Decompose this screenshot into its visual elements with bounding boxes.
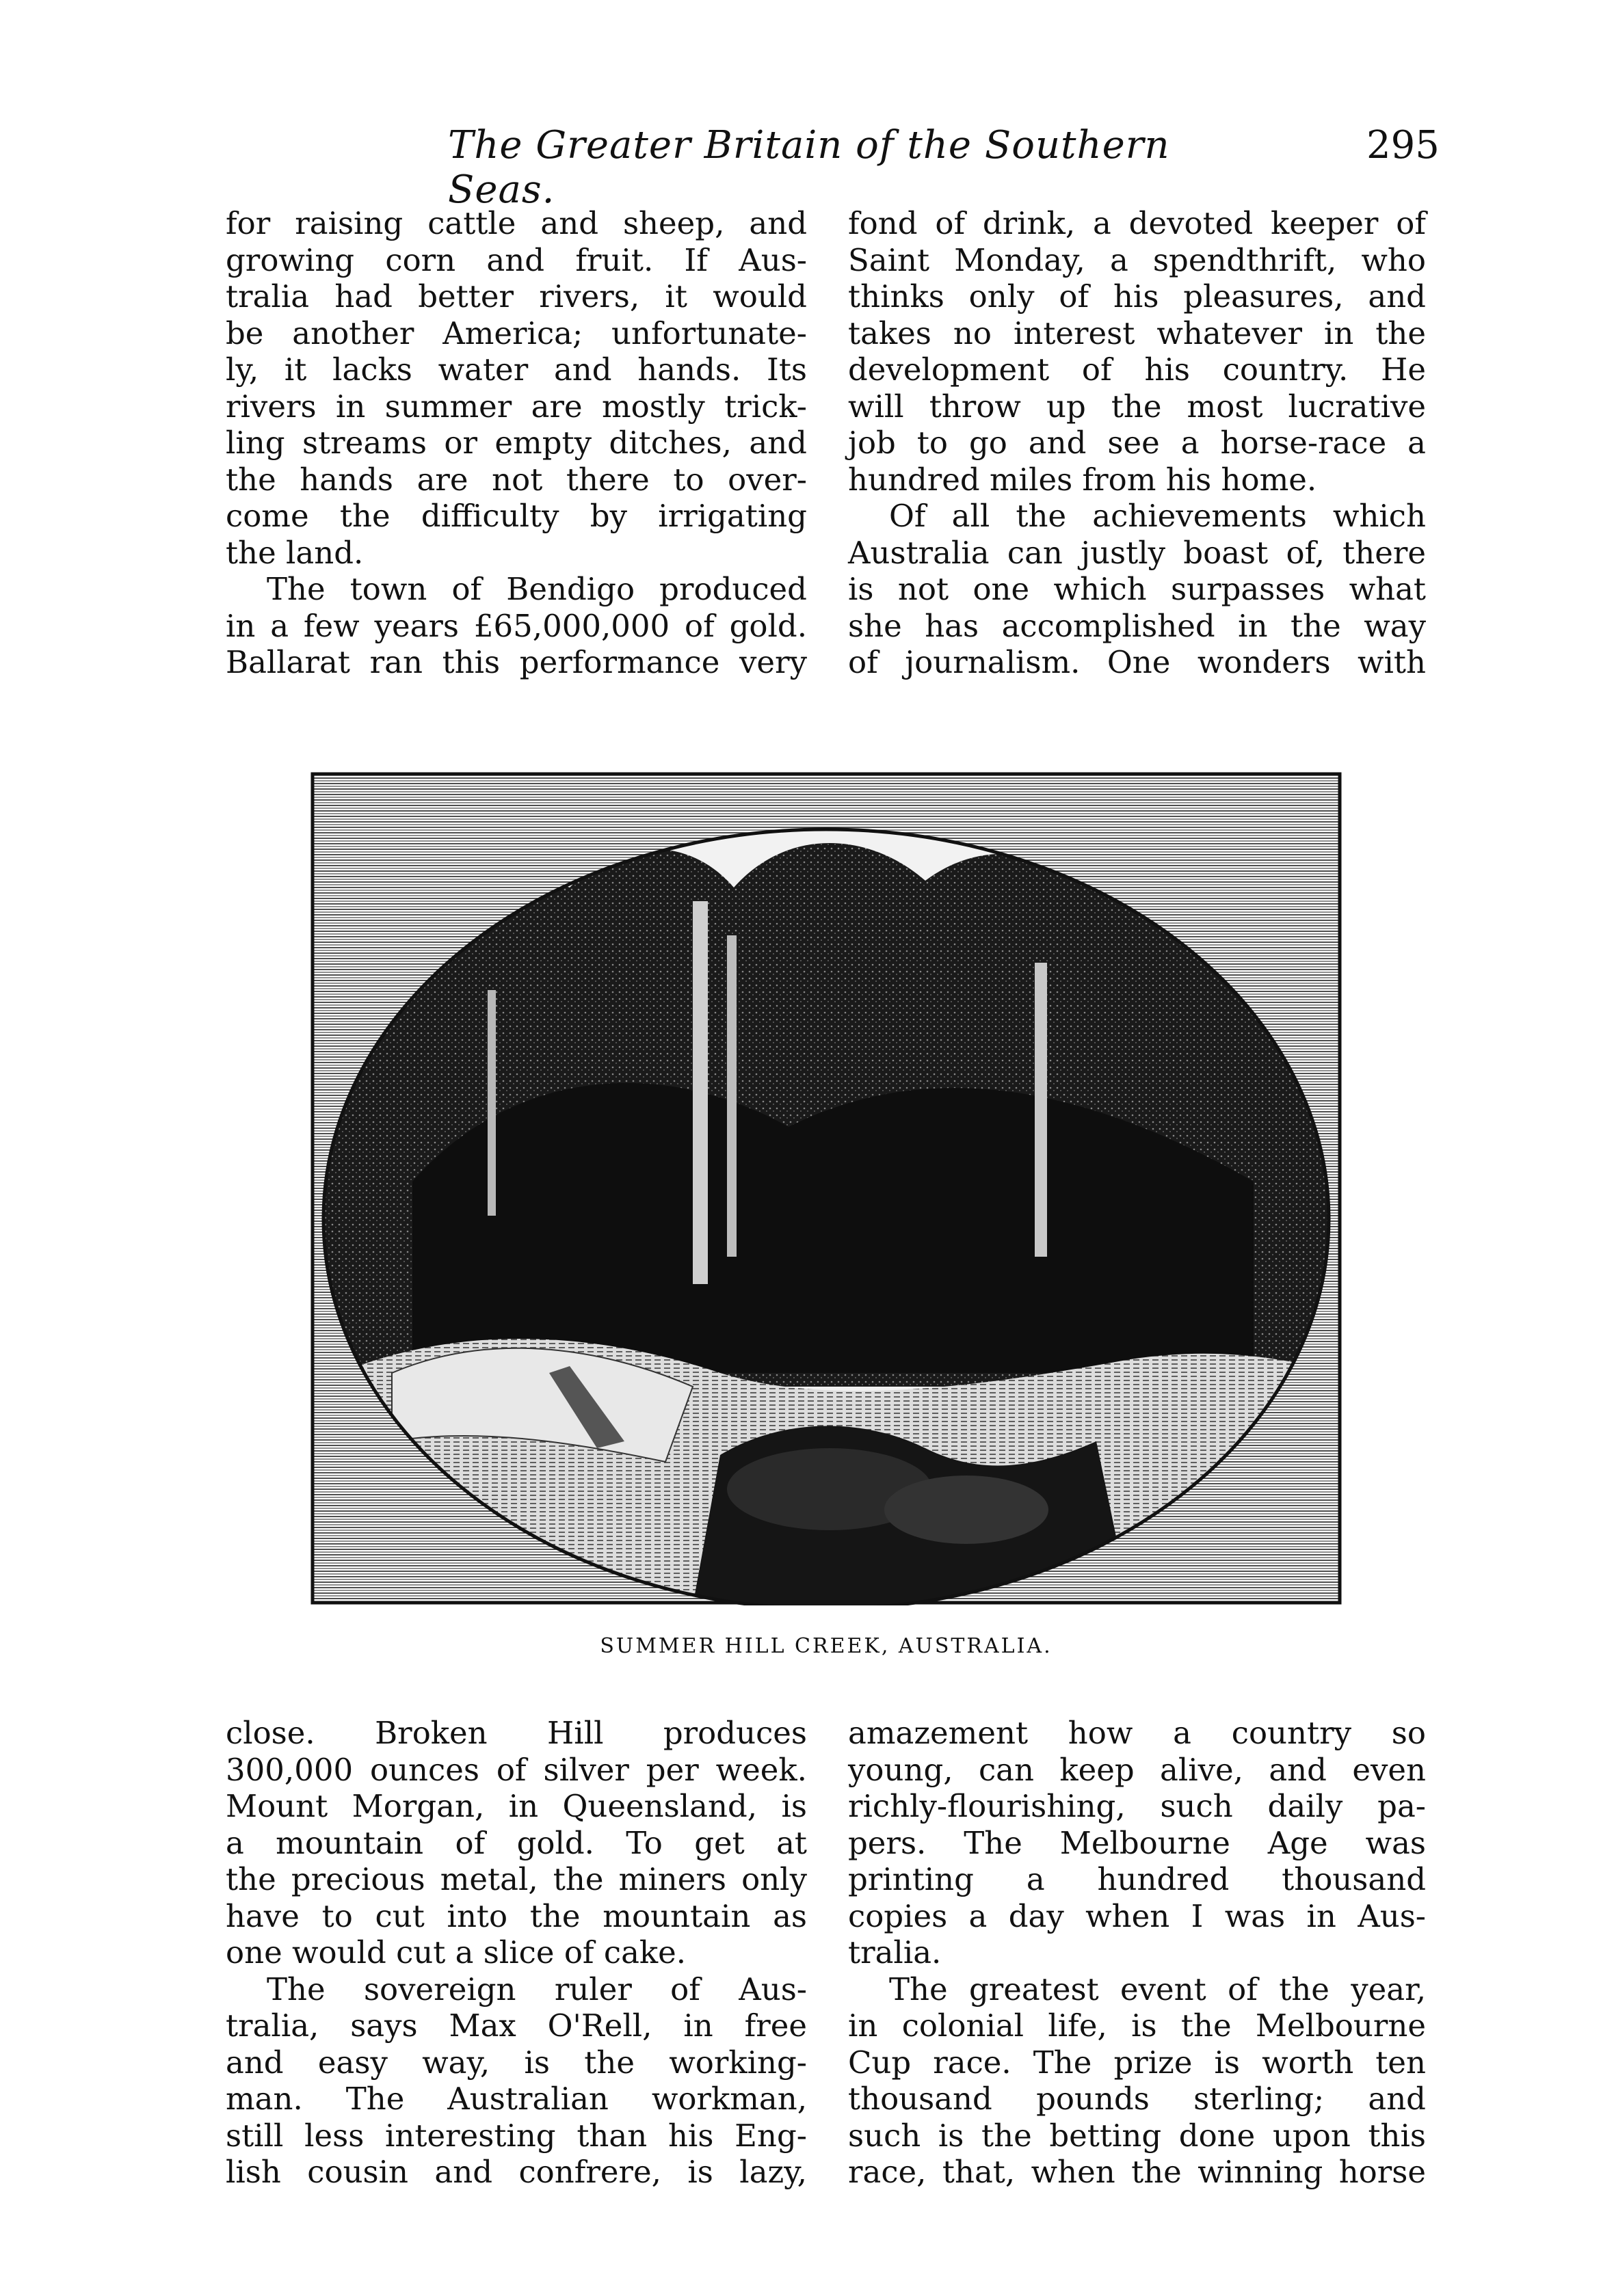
text-line: development of his country. He: [848, 351, 1426, 388]
text-line: for raising cattle and sheep, and: [226, 205, 807, 241]
text-line: printing a hundred thousand: [848, 1861, 1426, 1897]
text-line: of journalism. One wonders with: [848, 644, 1426, 680]
text-line: fond of drink, a devoted keeper of: [848, 205, 1426, 241]
text-line: takes no interest whatever in the: [848, 315, 1426, 351]
text-line: and easy way, is the working-: [226, 2044, 807, 2081]
text-line: Saint Monday, a spendthrift, who: [848, 241, 1426, 278]
text-line: lish cousin and confrere, is lazy,: [226, 2154, 807, 2190]
text-line: come the difficulty by irrigating: [226, 498, 807, 534]
text-line: pers. The Melbourne Age was: [848, 1824, 1426, 1861]
text-line: ling streams or empty ditches, and: [226, 425, 807, 461]
text-line: is not one which surpasses what: [848, 571, 1426, 607]
text-line: in colonial life, is the Melbourne: [848, 2007, 1426, 2044]
text-line: such is the betting done upon this: [848, 2117, 1426, 2154]
text-column-bottom-left: [226, 1715, 807, 2191]
text-line: the land.: [226, 534, 364, 571]
text-column-top-left: [226, 205, 807, 681]
text-line: will throw up the most lucrative: [848, 388, 1426, 425]
text-line: the hands are not there to over-: [226, 461, 807, 498]
text-line: in a few years £65,000,000 of gold.: [226, 607, 807, 644]
text-column-top-right: [848, 205, 1426, 681]
page-number: 295: [1366, 123, 1440, 168]
text-line: Ballarat ran this performance very: [226, 644, 807, 680]
text-line: thinks only of his pleasures, and: [848, 278, 1426, 315]
text-line: tralia, says Max O'Rell, in free: [226, 2007, 807, 2044]
text-line: ly, it lacks water and hands. Its: [226, 351, 807, 388]
text-column-bottom-right: [848, 1715, 1426, 2191]
text-line: copies a day when I was in Aus-: [848, 1897, 1426, 1934]
running-title: The Greater Britain of the Southern Seas.: [448, 123, 1170, 212]
text-line: The sovereign ruler of Aus-: [267, 1971, 807, 2007]
text-line: Australia can justly boast of, there: [848, 534, 1426, 571]
text-line: Cup race. The prize is worth ten: [848, 2044, 1426, 2081]
text-line: the precious metal, the miners only: [226, 1861, 807, 1897]
text-line: Mount Morgan, in Queensland, is: [226, 1788, 807, 1824]
text-line: tralia.: [848, 1934, 942, 1971]
text-line: tralia had better rivers, it would: [226, 278, 807, 315]
text-line: be another America; unfortunate-: [226, 315, 807, 351]
text-line: man. The Australian workman,: [226, 2081, 807, 2117]
text-line: Of all the achievements which: [889, 498, 1426, 534]
text-line: job to go and see a horse-race a: [848, 425, 1426, 461]
text-line: one would cut a slice of cake.: [226, 1934, 687, 1971]
creek-landscape-image: [310, 771, 1342, 1605]
text-line: she has accomplished in the way: [848, 607, 1426, 644]
text-line: The town of Bendigo produced: [267, 571, 807, 607]
text-line: still less interesting than his Eng-: [226, 2117, 807, 2154]
text-line: richly-flourishing, such daily pa-: [848, 1788, 1426, 1824]
text-line: race, that, when the winning horse: [848, 2154, 1426, 2190]
text-line: hundred miles from his home.: [848, 461, 1317, 498]
text-line: rivers in summer are mostly trick-: [226, 388, 807, 425]
text-line: young, can keep alive, and even: [848, 1751, 1426, 1788]
text-line: amazement how a country so: [848, 1715, 1426, 1751]
text-line: The greatest event of the year,: [889, 1971, 1426, 2007]
text-line: thousand pounds sterling; and: [848, 2081, 1426, 2117]
text-line: growing corn and fruit. If Aus-: [226, 241, 807, 278]
text-line: have to cut into the mountain as: [226, 1897, 807, 1934]
engraving-illustration: [310, 771, 1342, 1605]
text-line: close. Broken Hill produces: [226, 1715, 807, 1751]
text-line: 300,000 ounces of silver per week.: [226, 1751, 807, 1788]
text-line: a mountain of gold. To get at: [226, 1824, 807, 1861]
illustration-caption: SUMMER HILL CREEK, AUSTRALIA.: [600, 1634, 1053, 1658]
